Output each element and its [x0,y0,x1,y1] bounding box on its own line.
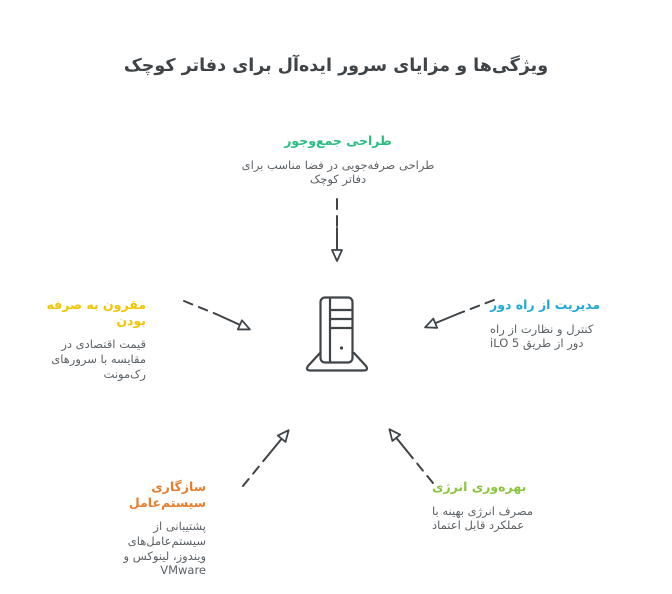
feature-description-os-compatibility: پشتیبانی از سیستم‌عامل‌های ویندوز، لینوکس و VMware [123,519,206,578]
feature-energy-efficiency [432,479,548,533]
feature-title-os-compatibility: سازگاری سیستم‌عامل [128,479,206,510]
feature-remote-management [490,297,608,351]
feature-description-cost-effectiveness: قیمت اقتصادی در مقایسه با سرورهای رک‌مونت [51,337,146,381]
arrow-right-upper-dashed [460,300,494,313]
feature-compact-design [232,133,444,187]
feature-description-remote-management: کنترل و نظارت از راه دور از طریق iLO 5 [490,321,594,351]
arrow-left-lower-dashed [243,459,265,486]
arrow-left-lower-icon [265,431,288,459]
feature-title-remote-management: مدیریت از راه دور [490,297,601,312]
arrow-right-lower-dashed [411,456,433,483]
tower-server-icon [307,298,367,371]
arrow-right-upper-icon [426,313,460,327]
arrow-right-lower-icon [390,430,411,456]
feature-title-cost-effectiveness: مقرون به صرفه بودن [46,297,146,328]
feature-title-energy-efficiency: بهره‌وری انرژی [432,479,527,494]
feature-title-compact-design: طراحی جمع‌وجور [284,133,392,148]
feature-description-compact-design: طراحی صرفه‌جویی در فضا مناسب برای دفاتر کوچک [241,157,435,187]
arrow-left-upper-icon [216,314,249,329]
feature-cost-effectiveness [26,297,146,381]
feature-description-energy-efficiency: مصرف انرژی بهینه با عملکرد قابل اعتماد [432,503,533,533]
arrow-left-upper-dashed [184,301,216,314]
page-title: ویژگی‌ها و مزایای سرور ایده‌آل برای دفاتر کوچک [123,56,549,76]
feature-os-compatibility [92,479,206,578]
